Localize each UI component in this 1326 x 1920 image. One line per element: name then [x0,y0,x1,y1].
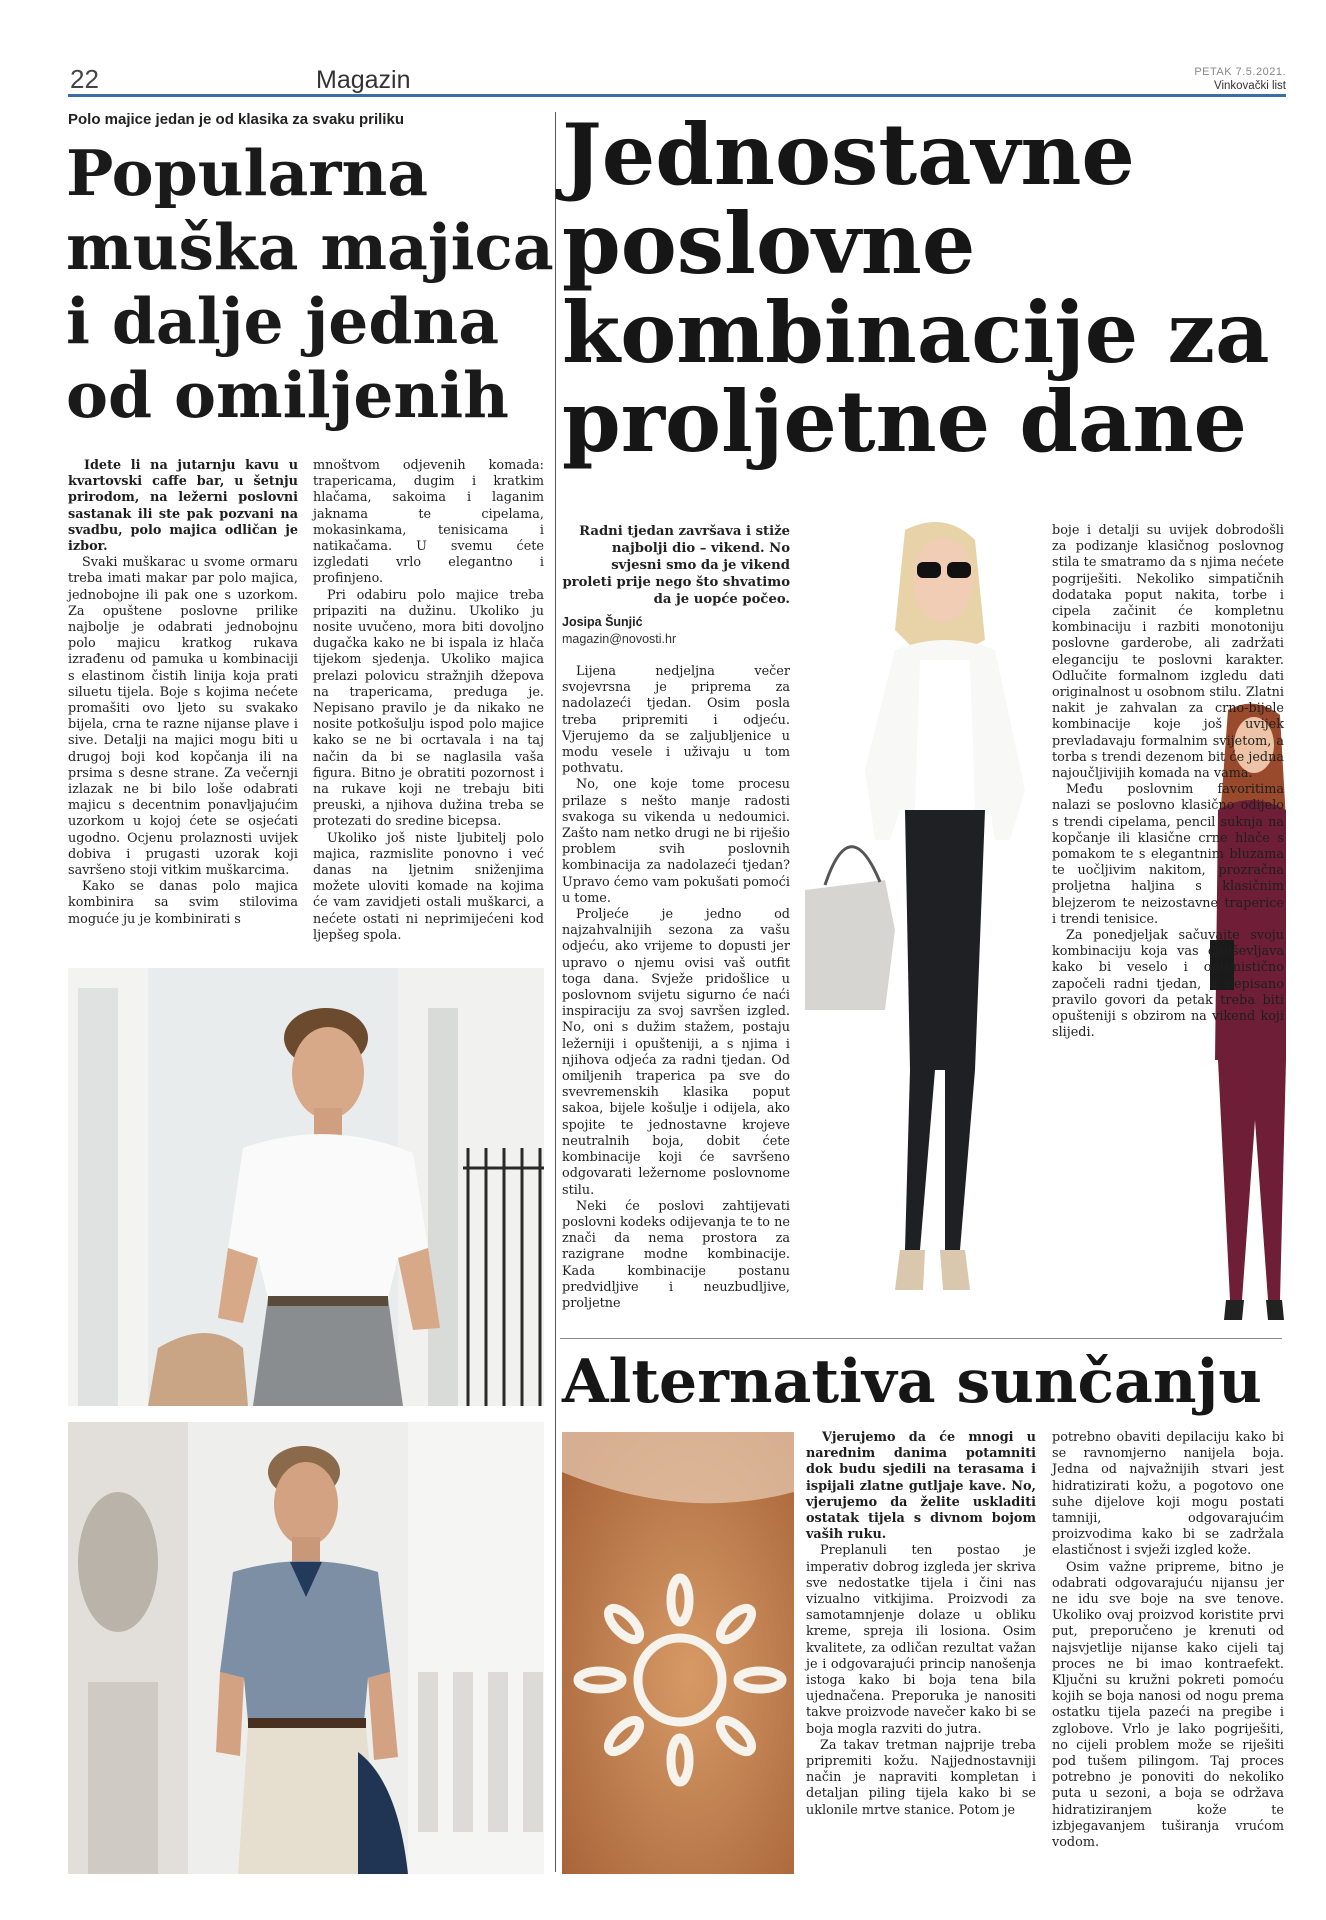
title-line: poslovne [562,194,976,293]
main-article-title [562,105,1302,471]
paragraph: Lijena nedjeljna večer svojevrsna je priprema za nadolazeći tjedan. Osim posla treba pripremiti i odjeću. Vjerujemo da se zaljubljenice u modu vesele i uživaju u tom pothvatu. [562,664,790,777]
photo-sun-cream-skin [562,1432,794,1874]
main-article-column-2 [1052,523,1284,1042]
article-divider [560,1338,1282,1339]
title-line: muška majica [66,210,554,284]
paragraph: Među poslovnim favoritima nalazi se poslovno klasično odijelo s trendi cipelama, pencil suknja na kopčanje ili klasične crne hlače s pomakom te s elegantnim bluzama te uočljivim nakitom, prozračna proljetna haljina s klasičnim blejzerom te neizostavne traperice i trendi tenisice. [1052,782,1284,927]
title-line: od omiljenih [66,358,509,432]
paragraph: Neki će poslovi zahtijevati poslovni kodeks odijevanja te to ne znači da nema prostora za razigrane modne kombinacije. Kada kombinacije postanu predvidljive i neuzbudljive, proljetne [562,1198,790,1311]
paragraph: Kako se danas polo majica kombinira sa svim stilovima moguće ju je kombinirati s [68,879,298,927]
paragraph: boje i detalji su uvijek dobrodošli za podizanje klasičnog poslovnog stila te smatramo da s njima nećete pogriješiti. Nekoliko simpatičnih dodataka poput nakita, torbe i cipela začinit će kompletnu kombinaciju i razbiti monotoniju poslovne garderobe, ali zadržati eleganciju te poslovni karakter. Odlučite formalnom izgledu dati originalnost u osobnom stilu. Zlatni nakit je zahvalan za crno-bijele kombinacije koje još uvijek prevladavaju formalnim svijetom, a torba s trendi dezenom bit će jedna najoučljivijih komada na vama. [1052,523,1284,782]
left-article-kicker: Polo majice jedan je od klasika za svaku priliku [68,111,404,128]
paragraph: Svaki muškarac u svome ormaru treba imati makar par polo majica, jednobojne ili pak one s uzorkom. Za opuštene poslovne prilike najbolje je odabrati jednobojnu polo majicu kratkog rukava izrađenu od pamuka u kombinaciji s elastinom čistih linija koja prati siluetu tijela. Boje s kojima nećete promašiti ovo ljeto su svakako bijela, crna te razne nijanse plave i sive. Detalji na majici mogu biti u drugoj boji kod kopčanja ili na prsima s desne strane. Za večernji izlazak ne bi bilo loše odabrati majicu s decentnim ponavljajućim uzorkom u kojoj ćete se osjećati ugodno. Ocjenu prolaznosti uvijek dobiva i prugasti uzorak koji savršeno stoji vitkim muškarcima. [68,555,298,879]
paragraph: mnoštvom odjevenih komada: trapericama, dugim i kratkim hlačama, sakoima i laganim jaknama te cipelama, mokasinkama, tenisicama i natikačama. U svemu ćete izgledati vrlo elegantno i profinjeno. [313,458,544,587]
paragraph: Proljeće je jedno od najzahvalnijih sezona za vašu odjeću, ako vrijeme to dopusti jer upravo o njemu ovisi vaš outfit toga dana. Svježe pridošlice u poslovnom svijetu sigurno će naći inspiraciju za svoj savršen izgled. No, oni s dužim stažem, postaju ležerniji i opušteniji, a s njima i njihova odjeća za radni tjedan. Od omiljenih traperica pa sve do svevremenskih klasika poput sakoa, bijele košulje i odijela, ako spojite te jednostavne krojeve neutralnih boja, dobit ćete kombinacije koji će savršeno odgovarati ležernome poslovnome stilu. [562,907,790,1198]
main-article-column-1 [562,664,790,1312]
title-line: kombinacije za [562,283,1270,382]
left-article-title [66,136,566,432]
paragraph: Vjerujemo da će mnogi u narednim danima potamniti dok budu sjedili na terasama i ispijali zlatne gutljaje kave. No, vjerujemo da želite uskladiti ostatak tijela s divnom bojom vaših ruku. [806,1430,1036,1543]
paragraph: potrebno obaviti depilaciju kako bi se ravnomjerno nanijela boja. Jedna od najvažnijih stvari jest hidratizirati kožu, a pogotovo one suhe dijelove koji mogu postati tamniji, odgovarajućim proizvodima kako bi se zadržala elastičnost i svježi izgled kože. [1052,1430,1284,1559]
paragraph: Za takav tretman najprije treba pripremiti kožu. Najjednostavniji način je napraviti kompletan i detaljan piling tijela kako bi se uklonile mrtve stanice. Potom je [806,1737,1036,1818]
paragraph: No, one koje tome procesu prilaze s nešto manje radosti svakoga su vikenda u nedoumici. Zašto nam netko drugi ne bi riješio problem svih poslovnih kombinacija za nadolazeći tjedan? Upravo ćemo vam pokušati pomoći u tome. [562,777,790,906]
left-article-column-1 [68,458,298,928]
page-number: 22 [70,64,99,94]
paragraph: Preplanuli ten postao je imperativ dobrog izgleda jer skriva sve nedostatke tijela i čini nas vizualno vitkijima. Proizvodi za samotamnjenje dolaze u obliku kreme, spreja ili losiona. Osim kvalitete, za odličan rezultat važan je i odgovarajući princip nanošenja istoga kako bi boja tena bila ujednačena. Preporuka je nanositi takve proizvode navečer kako bi se boja mogla razviti do jutra. [806,1543,1036,1737]
author-name: Josipa Šunjić [562,615,643,629]
bottom-article-column-1 [806,1430,1036,1819]
left-article-column-2 [313,458,544,944]
header-rule [68,94,1286,97]
bottom-article-column-2 [1052,1430,1284,1851]
photo-man-white-polo [68,968,544,1406]
issue-date: PETAK 7.5.2021. [1194,66,1286,78]
newspaper-name: Vinkovački list [1213,80,1286,92]
paragraph: Ukoliko još niste ljubitelj polo majica, razmislite ponovno i već danas na ljetnim sniženjima možete uloviti komade na kojima će vam zavidjeti ostali muškarci, a nećete ostati ni neprimijećeni kod ljepšeg spola. [313,830,544,943]
paragraph: Idete li na jutarnju kavu u kvartovski caffe bar, u šetnju prirodom, na ležerni poslovni sastanak ili ste pak pozvani na svadbu, polo majica odličan je izbor. [68,458,298,555]
author-email: magazin@novosti.hr [562,632,677,646]
main-article-lead: Radni tjedan završava i stiže najbolji dio – vikend. No svjesni smo da je vikend proleti prije nego što shvatimo da je uopće počeo. [562,524,790,607]
section-name: Magazin [316,66,411,94]
title-line: proljetne dane [562,372,1248,471]
photo-woman-white-blazer [795,510,1050,1330]
paragraph: Za ponedjeljak sačuvajte svoju kombinaciju koja vas oduševljava kako bi veselo i optimistično započeli radni tjedan, a nepisano pravilo govori da petak treba biti opušteniji s obzirom na vikend koji slijedi. [1052,928,1284,1041]
paragraph: Pri odabiru polo majice treba pripaziti na dužinu. Ukoliko ju nosite uvučeno, mora biti dovoljno dugačka kako ne bi ispala iz hlača tijekom sjedenja. Ukoliko majica prelazi polovicu stražnjih džepova na trapericama, preduga je. Nepisano pravilo je da nikako ne nosite potkošulju ispod polo majice kako se ne bi ocrtavala i na taj način da bi se naglasila vaša figura. Bitno je obratiti pozornost i na rukave koji ne trebaju biti preuski, a njihova dužina treba se protezati do sredine bicepsa. [313,587,544,830]
title-line: Popularna [66,136,429,210]
bottom-article-title: Alternativa sunčanju [562,1347,1262,1417]
paragraph: Osim važne pripreme, bitno je odabrati odgovarajuću nijansu jer ne idu sve boje na sve tenove. Ukoliko ovaj proizvod koristite prvi put, preporučeno je krenuti od najsvjetlije nijanse kako cijeli taj proces ne bi imao kontraefekt. Ključni su kružni pokreti pomoću kojih se boja nanosi od nogu prema ostatku tijela pazeći na pregibe i zglobove. Vrlo je lako pogriješiti, no cijeli problem može se riješiti pod tušem pilingom. Taj proces potrebno je ponoviti do nekoliko puta u sezoni, a boja se održava hidratiziranjem kože te izbjegavanjem tuširanja vrućom vodom. [1052,1559,1284,1851]
photo-man-blue-polo [68,1422,544,1874]
title-line: Jednostavne [562,105,1135,204]
title-line: i dalje jedna [66,284,500,358]
